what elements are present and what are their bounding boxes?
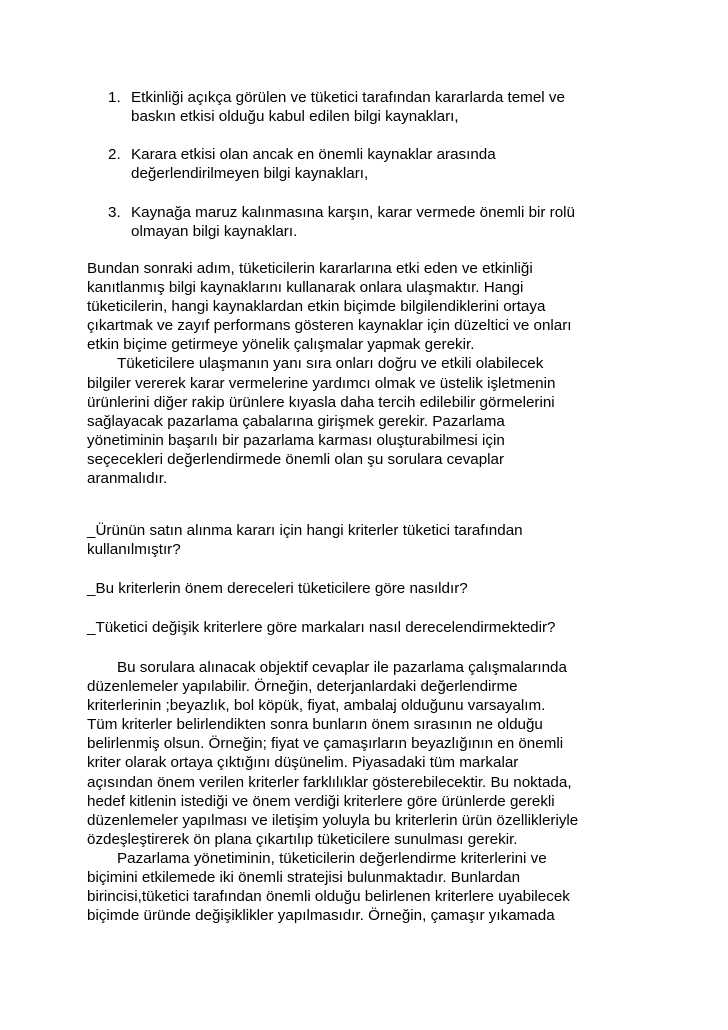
- text-line: _Bu kriterlerin önem dereceleri tüketicilere göre nasıldır?: [87, 580, 468, 597]
- body-text: [87, 259, 657, 488]
- text-line: etkin biçime getirmeye yönelik çalışmalar yapmak gerekir.: [87, 336, 475, 354]
- text-line: biçimde üründe değişiklikler yapılmasıdır. Örneğin, çamaşır yıkamada: [87, 907, 555, 925]
- list-number: 2.: [108, 146, 121, 164]
- text-line: çıkartmak ve zayıf performans gösteren kaynaklar için düzeltici ve onları: [87, 317, 572, 335]
- question-3: [87, 618, 657, 637]
- text-line: kriterlerinin ;beyazlık, bol köpük, fiyat, ambalaj olduğunu varsayalım.: [87, 697, 546, 715]
- text-line: belirlenmiş olsun. Örneğin; fiyat ve çamaşırların beyazlığının en önemli: [87, 735, 564, 753]
- text-line: kanıtlanmış bilgi kaynaklarını kullanarak onlara ulaşmaktır. Hangi: [87, 279, 524, 297]
- text-line: Pazarlama yönetiminin, tüketicilerin değerlendirme kriterlerini ve: [117, 849, 547, 867]
- text-line: Bundan sonraki adım, tüketicilerin kararlarına etki eden ve etkinliği: [87, 260, 533, 277]
- list-item-line: değerlendirilmeyen bilgi kaynakları,: [131, 165, 369, 183]
- question-2: [87, 579, 657, 598]
- body-text-2: [87, 658, 657, 925]
- numbered-list: [108, 88, 648, 260]
- question-1: [87, 521, 657, 559]
- text-line: özdeşleştirerek ön plana çıkartılıp tüketicilere sunulması gerekir.: [87, 830, 518, 848]
- paragraph: [87, 849, 657, 925]
- list-item-line: Kaynağa maruz kalınmasına karşın, karar vermede önemli bir rolü: [131, 203, 576, 221]
- paragraph: [87, 259, 657, 354]
- text-line: aranmalıdır.: [87, 470, 168, 488]
- list-item: [108, 203, 648, 241]
- text-line: Tüm kriterler belirlendikten sonra bunların önem sırasının ne olduğu: [87, 716, 543, 734]
- text-line: birincisi,tüketici tarafından önemli olduğu belirlenen kriterlere uyabilecek: [87, 888, 570, 906]
- text-line: Bu sorulara alınacak objektif cevaplar ile pazarlama çalışmalarında: [117, 659, 567, 676]
- paragraph: [87, 354, 657, 488]
- text-line: yönetiminin başarılı bir pazarlama karması oluşturabilmesi için: [87, 431, 505, 449]
- text-line: kullanılmıştır?: [87, 541, 181, 559]
- list-item: [108, 88, 648, 126]
- text-line: açısından önem verilen kriterler farklılıklar gösterebilecektir. Bu noktada,: [87, 773, 572, 791]
- list-number: 3.: [108, 203, 121, 221]
- list-item-line: Etkinliği açıkça görülen ve tüketici tarafından kararlarda temel ve: [131, 89, 565, 106]
- list-item-line: Karara etkisi olan ancak en önemli kaynaklar arasında: [131, 146, 496, 164]
- text-line: sağlayacak pazarlama çabalarına girişmek gerekir. Pazarlama: [87, 412, 505, 430]
- text-line: kriter olarak ortaya çıktığını düşünelim. Piyasadaki tüm markalar: [87, 754, 519, 772]
- paragraph: [87, 658, 657, 849]
- list-item-line: baskın etkisi olduğu kabul edilen bilgi kaynakları,: [131, 108, 459, 126]
- list-item-line: olmayan bilgi kaynakları.: [131, 222, 298, 240]
- text-line: tüketicilerin, hangi kaynaklardan etkin biçimde bilgilendiklerini ortaya: [87, 298, 546, 316]
- text-line: Tüketicilere ulaşmanın yanı sıra onları doğru ve etkili olabilecek: [117, 355, 544, 373]
- text-line: hedef kitlenin istediği ve önem verdiği kriterlere göre ürünlerde gerekli: [87, 792, 555, 810]
- text-line: seçecekleri değerlendirmede önemli olan şu sorulara cevaplar: [87, 450, 505, 468]
- list-item: [108, 145, 648, 183]
- text-line: biçimini etkilemede iki önemli stratejisi bulunmaktadır. Bunlardan: [87, 869, 521, 887]
- text-line: _Tüketici değişik kriterlere göre markaları nasıl derecelendirmektedir?: [87, 619, 556, 636]
- list-number: 1.: [108, 89, 121, 106]
- text-line: düzenlemeler yapılabilir. Örneğin, deterjanlardaki değerlendirme: [87, 678, 518, 696]
- text-line: _Ürünün satın alınma kararı için hangi kriterler tüketici tarafından: [87, 522, 523, 539]
- text-line: düzenlemeler yapılması ve iletişim yoluyla bu kriterlerin ürün özellikleriyle: [87, 811, 579, 829]
- text-line: bilgiler vererek karar vermelerine yardımcı olmak ve üstelik işletmenin: [87, 374, 556, 392]
- text-line: ürünlerini diğer rakip ürünlere kıyasla daha tercih edilebilir görmelerini: [87, 393, 555, 411]
